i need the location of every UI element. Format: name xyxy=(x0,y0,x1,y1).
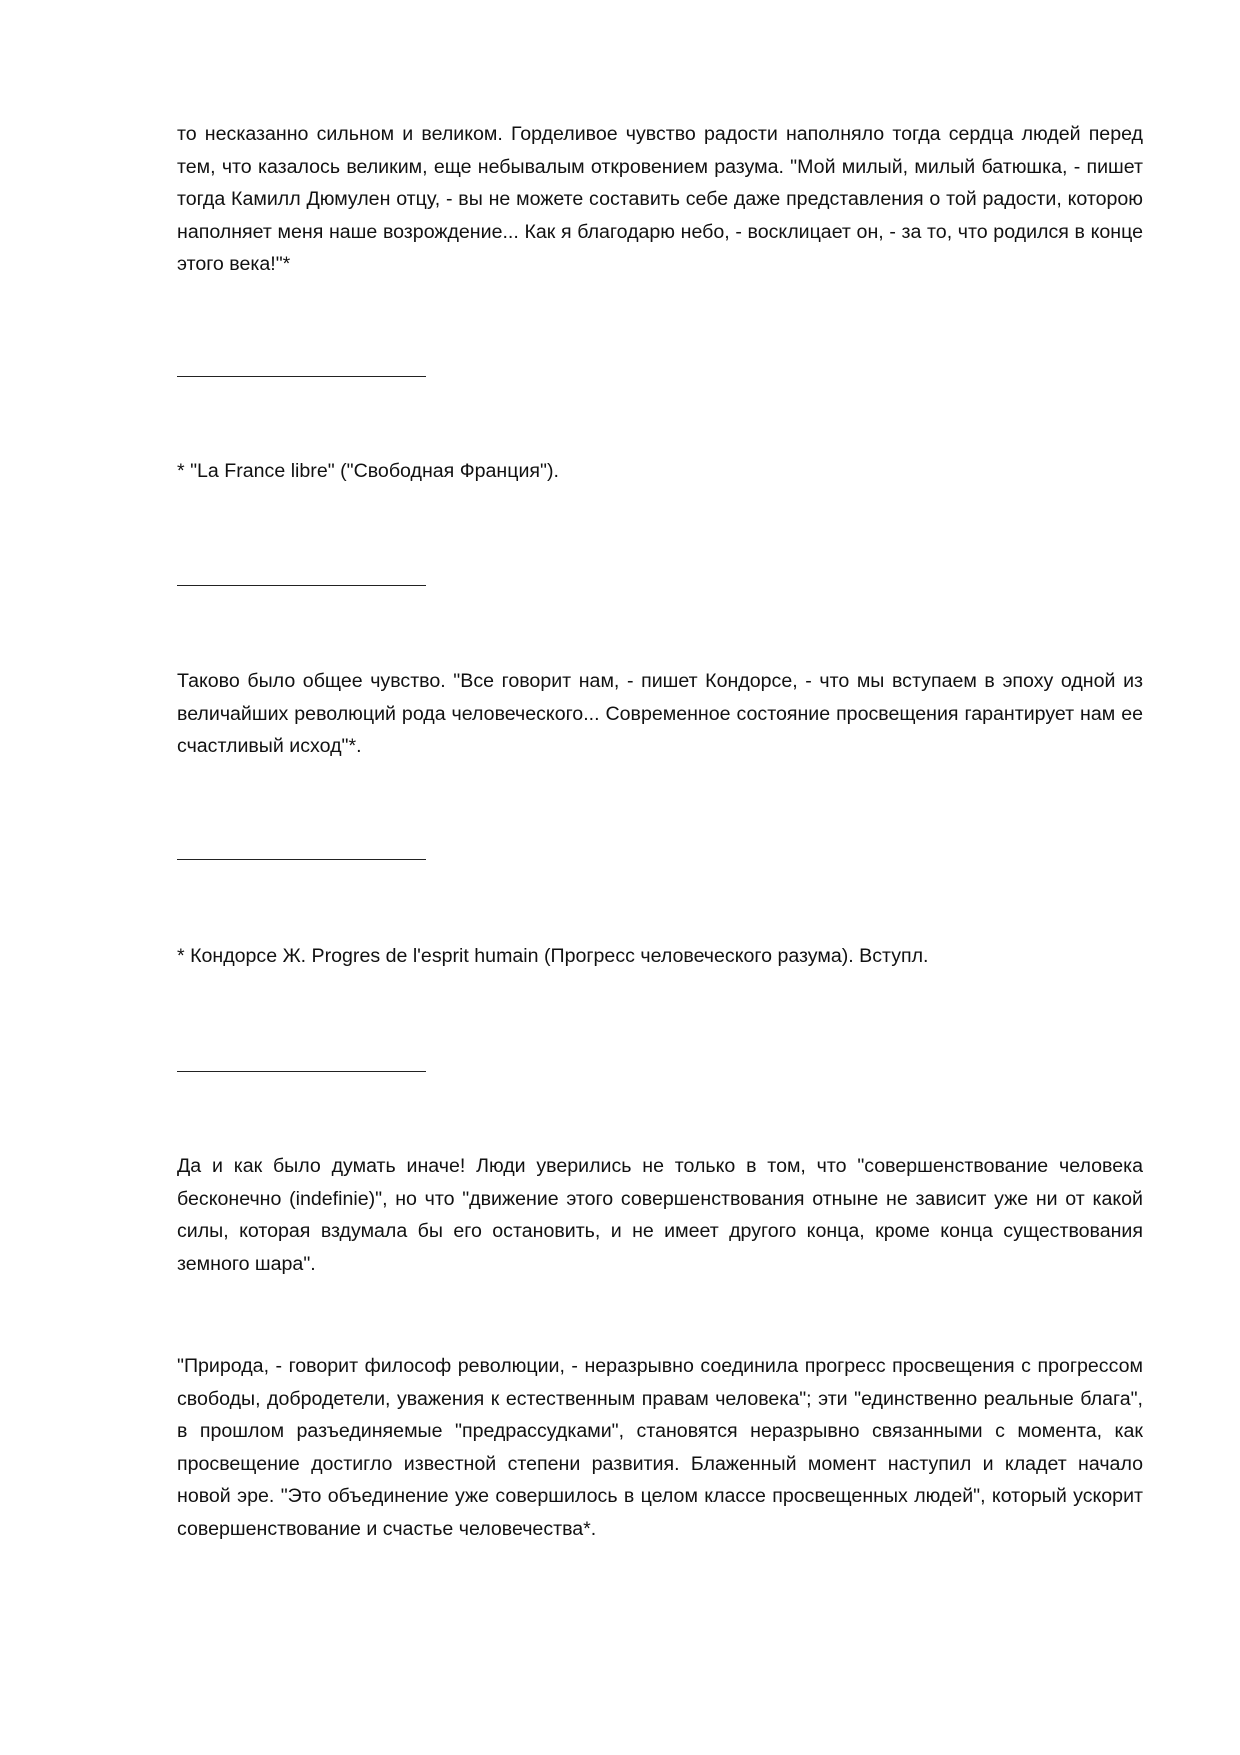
footnote-separator xyxy=(177,859,426,860)
paragraph-perfection: Да и как было думать иначе! Люди уверились не только в том, что "совершенствование человека бесконечно (indefinie)", но что "движение этого совершенствования отныне не зависит уже ни от какой силы, которая вздумала бы его остановить, и не имеет другого конца, кроме конца существования земного шара". xyxy=(177,1155,1143,1275)
footnote-separator xyxy=(177,585,426,586)
footnote-separator xyxy=(177,1071,426,1072)
paragraph-nature: "Природа, - говорит философ революции, - неразрывно соединила прогресс просвещения с прогрессом свободы, добродетели, уважения к естественным правам человека"; эти "единственно реальные блага", в прошлом разъединяемые "предрассудками", становятся неразрывно связанными с момента, как просвещение достигло известной степени развития. Блаженный момент наступил и кладет начало новой эре. "Это объединение уже совершилось в целом классе просвещенных людей", который ускорит совершенствование и счастье человечества*. xyxy=(177,1355,1143,1540)
paragraph-condorcet: Таково было общее чувство. "Все говорит нам, - пишет Кондорсе, - что мы вступаем в эпоху одной из величайших революций рода человеческого... Современное состояние просвещения гарантирует нам ее счастливый исход"*. xyxy=(177,670,1143,757)
footnote-france-libre: * "La France libre" ("Свободная Франция"). xyxy=(177,460,559,482)
footnote-condorcet-progres: * Кондорсе Ж. Progres de l'esprit humain (Прогресс человеческого разума). Вступл. xyxy=(177,945,929,967)
footnote-separator xyxy=(177,376,426,377)
paragraph-dumoulin: то несказанно сильном и великом. Горделивое чувство радости наполняло тогда сердца людей перед тем, что казалось великим, еще небывалым откровением разума. "Мой милый, милый батюшка, - пишет тогда Камилл Дюмулен отцу, - вы не можете составить себе даже представления о той радости, которою наполняет меня наше возрождение... Как я благодарю небо, - восклицает он, - за то, что родился в конце этого века!"* xyxy=(177,123,1143,275)
